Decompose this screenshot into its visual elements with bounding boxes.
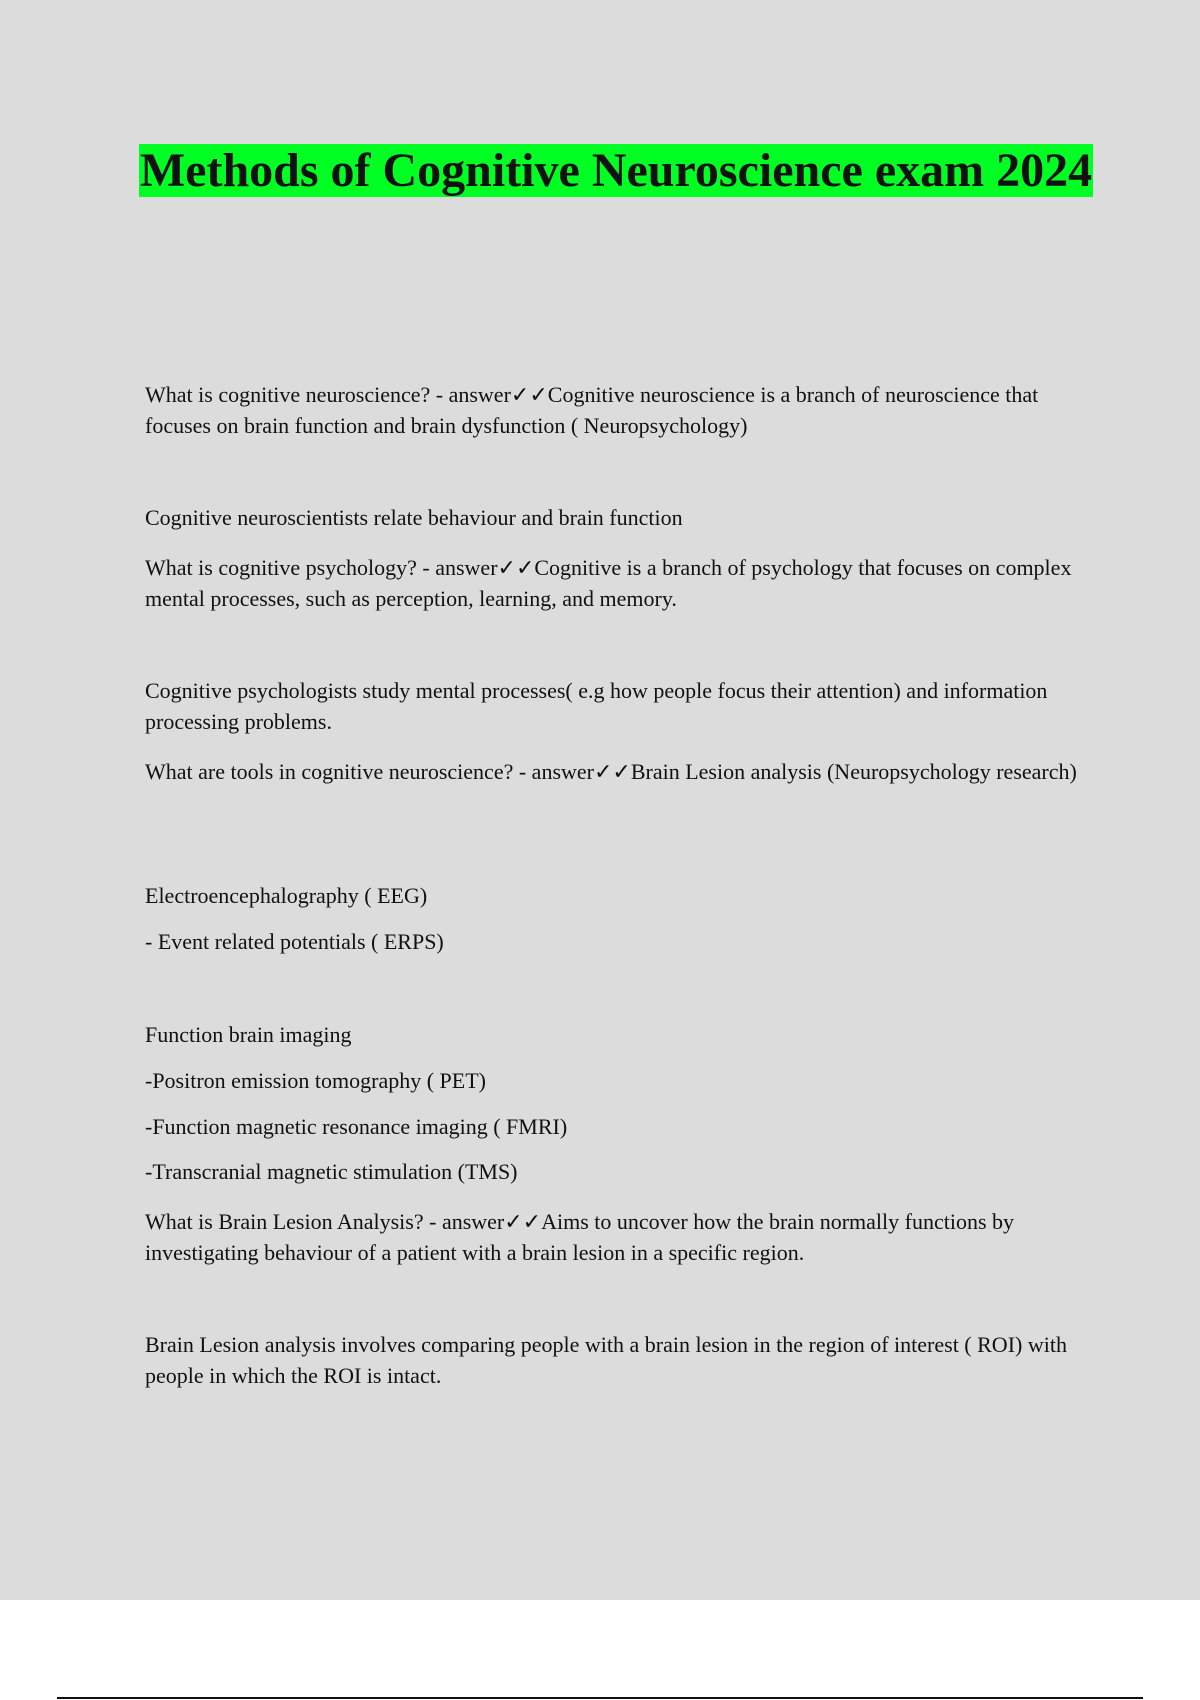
paragraph-brain-lesion-qa: What is Brain Lesion Analysis? - answer✓✓Aims to uncover how the brain normally functions by investigating behaviour of a patient with a brain lesion in a specific region. [145, 1209, 1015, 1265]
list-heading-brain-imaging: Function brain imaging [145, 1022, 352, 1047]
paragraph-tools-qa: What are tools in cognitive neuroscience? - answer✓✓Brain Lesion analysis (Neuropsychology research) [145, 759, 1077, 784]
list-item-erps: - Event related potentials ( ERPS) [145, 929, 444, 954]
paragraph-cognitive-neuroscience-qa: What is cognitive neuroscience? - answer✓✓Cognitive neuroscience is a branch of neuroscience that focuses on brain function and brain dysfunction ( Neuropsychology) [145, 382, 1039, 438]
list-item-fmri: -Function magnetic resonance imaging ( FMRI) [145, 1114, 568, 1139]
footer-divider [57, 1697, 1143, 1699]
paragraph-psychologists-study: Cognitive psychologists study mental processes( e.g how people focus their attention) and information processing problems. [145, 678, 1048, 734]
paragraph-cognitive-psychology-qa: What is cognitive psychology? - answer✓✓Cognitive is a branch of psychology that focuses on complex mental processes, such as perception, learning, and memory. [145, 555, 1072, 611]
title-highlight: Methods of Cognitive Neuroscience exam 2024 [139, 144, 1093, 197]
paragraph-neuroscientists-relate: Cognitive neuroscientists relate behaviour and brain function [145, 505, 683, 530]
list-item-eeg: Electroencephalography ( EEG) [145, 883, 428, 908]
list-item-tms: -Transcranial magnetic stimulation (TMS) [145, 1159, 518, 1184]
document-title [0, 143, 1200, 198]
list-item-pet: -Positron emission tomography ( PET) [145, 1068, 486, 1093]
paragraph-lesion-comparison: Brain Lesion analysis involves comparing people with a brain lesion in the region of interest ( ROI) with people in which the ROI is intact. [145, 1332, 1067, 1388]
